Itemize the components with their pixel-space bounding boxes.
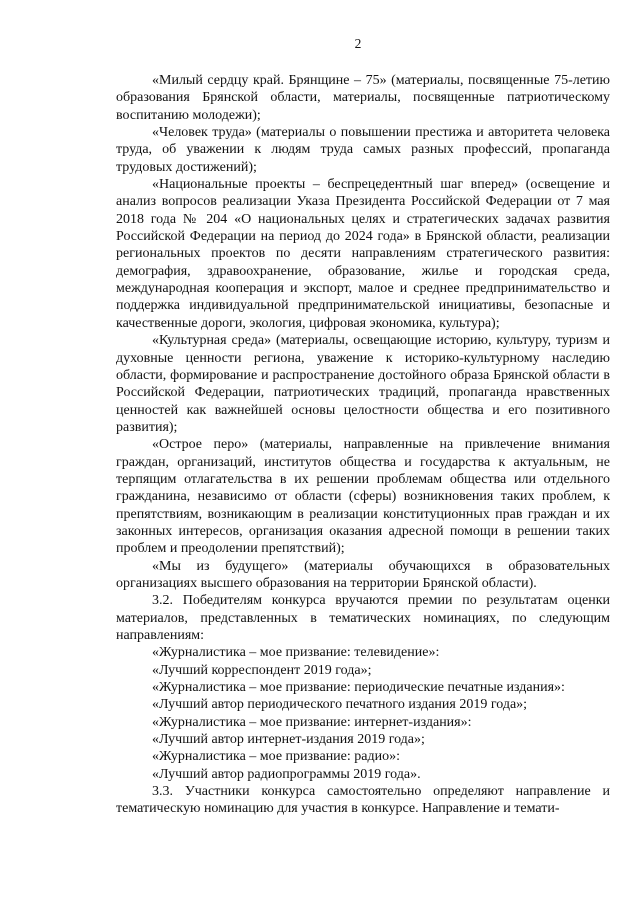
nomination-list-item: «Журналистика – мое призвание: периодические печатные издания»:: [152, 680, 565, 696]
document-body: [116, 72, 610, 818]
nomination-list-item: «Лучший автор периодического печатного издания 2019 года»;: [152, 697, 528, 713]
nomination-list-item: «Лучший корреспондент 2019 года»;: [152, 662, 372, 678]
paragraph-section-3-3: 3.3. Участники конкурса самостоятельно определяют направление и тематическую номинацию для участия в конкурсе. Направление и темати-: [116, 784, 610, 817]
paragraph-nomination-man-of-labor: «Человек труда» (материалы о повышении престижа и авторитета человека труда, об уважении к людям труда самых разных профессий, пропаганда трудовых достижений);: [116, 125, 610, 175]
paragraph-nomination-sharp-pen: «Острое перо» (материалы, направленные на привлечение внимания граждан, организаций, институтов общества и государства к актуальным, не терпящим отлагательства в их решении проблемам общества или отдельного гражданина, независимо от области (сферы) возникновения таких проблем, к препятствиям, возникающим в реализации конституционных прав граждан и их законных интересов, организация оказания адресной помощи в решении таких проблем и преодолении препятствий);: [116, 437, 610, 557]
nomination-list-item: «Журналистика – мое призвание: телевидение»:: [152, 645, 440, 661]
page-number: 2: [354, 36, 362, 51]
nomination-list-item: «Журналистика – мое призвание: интернет-издания»:: [152, 714, 472, 730]
nomination-list-item: «Лучший автор радиопрограммы 2019 года».: [152, 766, 421, 782]
nomination-list-item: «Журналистика – мое призвание: радио»:: [152, 749, 401, 765]
paragraph-section-3-2: 3.2. Победителям конкурса вручаются премии по результатам оценки материалов, представленных в тематических номинациях, по следующим направлениям:: [116, 593, 610, 643]
paragraph-nomination-from-future: «Мы из будущего» (материалы обучающихся в образовательных организациях высшего образования на территории Брянской области).: [116, 558, 610, 591]
paragraph-nomination-native-land: «Милый сердцу край. Брянщине – 75» (материалы, посвященные 75-летию образования Брянской области, материалы, посвященные патриотическому воспитанию молодежи);: [116, 73, 610, 123]
nomination-list-item: «Лучший автор интернет-издания 2019 года»;: [152, 732, 425, 748]
paragraph-nomination-cultural-environment: «Культурная среда» (материалы, освещающие историю, культуру, туризм и духовные ценности региона, уважение к историко-культурному наследию области, формирование и распространение достойного образа Брянской области в Российской Федерации, патриотических традиций, пропаганда нравственных ценностей как важнейшей основы целостности общества и его позитивного развития);: [116, 333, 610, 435]
paragraph-nomination-national-projects: «Национальные проекты – беспрецедентный шаг вперед» (освещение и анализ вопросов реализации Указа Президента Российской Федерации от 7 мая 2018 года № 204 «О национальных целях и стратегических задачах развития Российской Федерации на период до 2024 года» в Брянской области, реализации региональных проектов по десяти направлениям стратегического развития: демография, здравоохранение, образование, жилье и городская среда, международная кооперация и экспорт, малое и среднее предпринимательство и поддержка индивидуальной предпринимательской инициативы, безопасные и качественные дороги, экология, цифровая экономика, культура);: [116, 177, 610, 331]
